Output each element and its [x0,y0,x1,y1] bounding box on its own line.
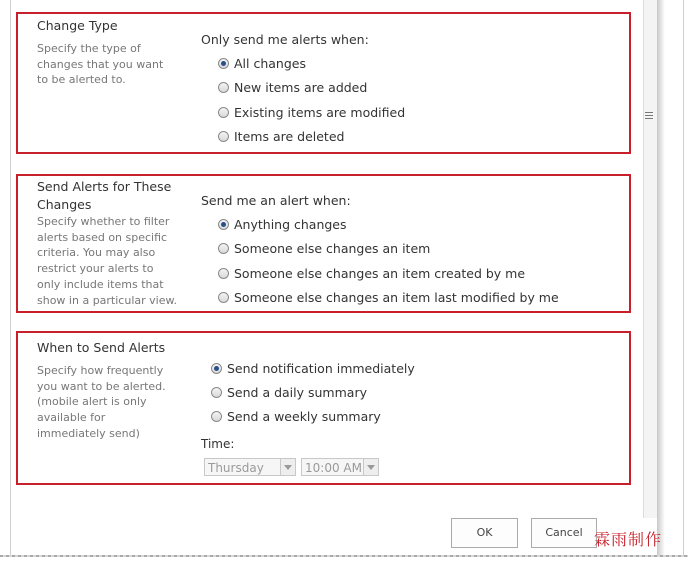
send-alerts-option-created-by-me[interactable]: Someone else changes an item created by me [218,265,525,283]
radio-icon[interactable] [218,243,229,254]
time-select[interactable] [301,458,379,476]
dialog-shadow [657,0,665,556]
send-alerts-option-anything[interactable]: Anything changes [218,216,347,234]
send-alerts-option-modified-by-me[interactable]: Someone else changes an item last modified by me [218,289,559,307]
radio-selected-icon[interactable] [211,363,222,374]
chevron-down-icon[interactable] [280,459,295,475]
chevron-down-icon[interactable] [363,459,378,475]
watermark: 霖雨制作 [594,530,663,549]
radio-icon[interactable] [218,268,229,279]
when-option-weekly[interactable]: Send a weekly summary [211,408,381,426]
when-option-daily[interactable]: Send a daily summary [211,384,367,402]
radio-icon[interactable] [218,131,229,142]
radio-icon[interactable] [218,292,229,303]
change-type-option-modified[interactable]: Existing items are modified [218,104,405,122]
radio-selected-icon[interactable] [218,58,229,69]
radio-icon[interactable] [218,82,229,93]
cancel-button[interactable]: Cancel [531,518,597,548]
day-select[interactable] [204,458,296,476]
ok-button[interactable]: OK [451,518,518,548]
dialog-right-border [683,0,684,556]
day-select-value: Thursday [208,461,264,475]
send-alerts-prompt: Send me an alert when: [201,193,351,208]
time-label: Time: [201,437,235,451]
torn-edge [0,555,688,557]
radio-icon[interactable] [218,107,229,118]
radio-icon[interactable] [211,411,222,422]
change-type-description: Specify the type of changes that you want to be alerted to. [37,42,164,87]
time-select-value: 10:00 AM [305,461,362,475]
when-option-immediately[interactable]: Send notification immediately [211,360,415,378]
radio-selected-icon[interactable] [218,219,229,230]
dialog-left-border [10,0,11,557]
send-alerts-description: Specify whether to filter alerts based on specific criteria. You may also restrict your alerts to only include items that show in a particular view. [37,215,177,307]
scrollbar-grip-icon[interactable] [645,112,653,122]
change-type-option-all[interactable]: All changes [218,55,306,73]
when-to-send-description: Specify how frequently you want to be alerted. (mobile alert is only available for immediately send) [37,364,166,440]
change-type-prompt: Only send me alerts when: [201,32,369,47]
send-alerts-title-line2: Changes [37,197,92,212]
when-to-send-title: When to Send Alerts [37,340,166,355]
change-type-option-deleted[interactable]: Items are deleted [218,128,344,146]
change-type-option-added[interactable]: New items are added [218,79,367,97]
send-alerts-option-someone-else[interactable]: Someone else changes an item [218,240,430,258]
change-type-title: Change Type [37,18,118,33]
send-alerts-title-line1: Send Alerts for These [37,179,172,194]
radio-icon[interactable] [211,387,222,398]
scrollbar[interactable] [643,0,658,518]
